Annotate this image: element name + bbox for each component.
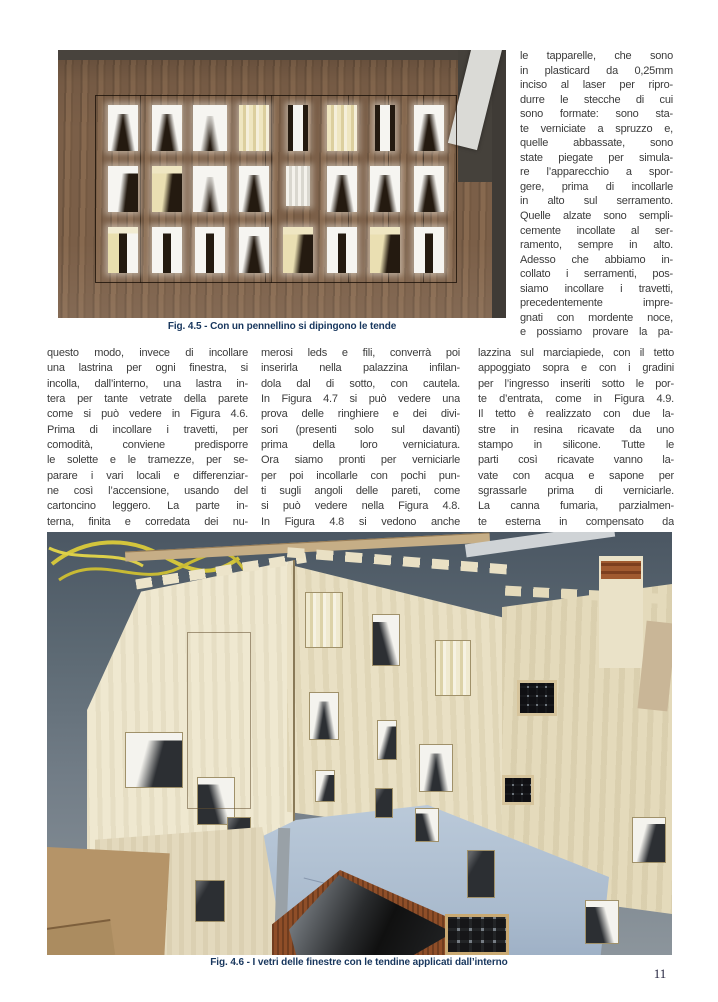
body-column-1	[47, 346, 248, 530]
text-line: vate con acqua e sapone per	[478, 469, 674, 482]
text-line: le solette e le tramezze, per se-	[47, 454, 248, 467]
text-line: le tapparelle, che sono	[520, 50, 673, 62]
painted-curtain-window	[108, 105, 138, 151]
text-line: per poi incollarle con pochi pun-	[261, 469, 460, 482]
text-line: cemente incollate al ser-	[520, 224, 673, 237]
text-line: La canna fumaria, parzialmen-	[478, 500, 674, 513]
fig46-caption: Fig. 4.6 - I vetri delle finestre con le tendine applicati dall’interno	[210, 957, 508, 968]
painted-curtain-window	[414, 166, 444, 212]
painted-curtain-window	[239, 105, 269, 151]
text-line: per l’ingresso inseriti sotto le por-	[478, 377, 674, 390]
text-line: comodità, conviene predisporre	[47, 439, 248, 452]
fig45-caption: Fig. 4.5 - Con un pennellino si dipingono le tende	[167, 321, 397, 332]
text-line: ramento, sempre in alto.	[520, 239, 673, 252]
text-line: collato i serramenti, pos-	[520, 268, 673, 281]
model-window	[419, 744, 453, 792]
text-line: stre in resina ricavate da uno	[478, 423, 674, 436]
text-line: parare i vari locali e differenziar-	[47, 469, 248, 482]
painted-curtain-window	[370, 166, 400, 212]
text-line: te d’entrata, come in Figura 4.9.	[478, 393, 674, 406]
text-line: incolla, dall’interno, una lastra in-	[47, 377, 248, 390]
text-line: inciso al laser per ripro-	[520, 79, 673, 92]
text-line: questo modo, invece di incollare	[47, 347, 248, 359]
model-window	[309, 692, 339, 740]
model-window	[305, 592, 343, 648]
model-window	[377, 720, 397, 760]
text-line: durre le stecche di cui	[520, 93, 673, 106]
model-window	[435, 640, 471, 696]
painted-curtain-window	[327, 166, 357, 212]
model-window	[315, 770, 335, 802]
text-line: parti così ricavate vanno la-	[478, 454, 674, 467]
model-tower	[599, 556, 643, 668]
text-line: prima della loro verniciatura.	[261, 439, 460, 452]
painted-curtain-window	[193, 105, 227, 151]
painted-curtain-window	[195, 227, 225, 273]
fig45-photo-wood-sheet-with-curtains	[58, 50, 506, 318]
painted-curtain-window	[283, 227, 313, 273]
fig45-windows-grid	[95, 95, 457, 283]
text-line: come si può vedere in Figura 4.6.	[47, 408, 248, 421]
fig46-photo-model-building	[47, 532, 672, 955]
text-line: re l’apparecchio a spor-	[520, 166, 673, 179]
text-line: In Figura 4.7 si può vedere una	[261, 393, 460, 406]
photo-dark-edge	[492, 50, 506, 318]
foreground-roof-wedge	[272, 870, 472, 955]
painted-curtain-window	[152, 166, 182, 212]
framed-window	[517, 680, 557, 716]
text-line: sori (presenti solo sul davanti)	[261, 423, 460, 436]
painted-curtain-window	[414, 105, 444, 151]
text-line: sono formate: sono sta-	[520, 108, 673, 121]
painted-curtain-window	[414, 227, 444, 273]
model-window	[375, 788, 393, 818]
painted-curtain-window	[375, 105, 395, 151]
model-window	[372, 614, 400, 666]
painted-curtain-window	[288, 105, 308, 151]
text-line: prova delle ringhiere e dei divi-	[261, 408, 460, 421]
page-number: 11	[653, 966, 667, 981]
painted-curtain-window	[108, 166, 138, 212]
text-line: appoggiato sopra e con i gradini	[478, 362, 674, 375]
painted-curtain-window	[370, 227, 400, 273]
text-line: Prima di incollare i travetti, per	[47, 423, 248, 436]
body-column-3	[478, 346, 674, 530]
model-window	[585, 900, 619, 944]
text-line: gere, prima di incollarle	[520, 180, 673, 193]
text-line: e possiamo provare la pa-	[520, 326, 673, 339]
painted-curtain-window	[152, 105, 182, 151]
window-frame-piece	[445, 914, 509, 955]
etched-door-outline	[187, 632, 251, 809]
text-line: in alto sul serramento.	[520, 195, 673, 208]
photo-background-band	[58, 50, 506, 60]
text-line: precedentemente impre-	[520, 297, 673, 310]
wall-corner-joint	[293, 560, 295, 855]
model-window	[125, 732, 183, 788]
text-line: te esterna in compensato da	[478, 515, 674, 528]
painted-curtain-window	[327, 105, 357, 151]
body-column-2	[261, 346, 460, 530]
tower-brick-cap	[601, 561, 641, 579]
text-line: inserirla nella palazzina infilan-	[261, 362, 460, 375]
text-line: Quelle alzate sono sempli-	[520, 210, 673, 223]
text-line: Il tetto è realizzato con due la-	[478, 408, 674, 421]
text-line: Adesso che abbiamo in-	[520, 253, 673, 266]
text-line: dola dal di sotto, con cautela.	[261, 377, 460, 390]
model-window	[415, 808, 439, 842]
painted-curtain-window	[239, 166, 269, 212]
text-line: stampo in silicone. Tutte le	[478, 439, 674, 452]
painted-curtain-window	[152, 227, 182, 273]
text-line: ti sugli angoli delle pareti, come	[261, 485, 460, 498]
text-line: quelle abbassate, sono	[520, 137, 673, 150]
text-line: siamo incollare i travetti,	[520, 282, 673, 295]
top-right-text-column	[520, 49, 673, 340]
painted-curtain-window	[193, 166, 227, 212]
text-line: tera per tante vetrate della parete	[47, 393, 248, 406]
text-line: si può vedere nella Figura 4.8.	[261, 500, 460, 513]
text-line: una lastrina per ogni finestra, si	[47, 362, 248, 375]
text-line: te verniciate a spruzzo e,	[520, 122, 673, 135]
text-line: lazzina sul marciapiede, con il tetto	[478, 347, 674, 359]
text-line: merosi leds e fili, converrà poi	[261, 347, 460, 359]
text-line: gnati con mordente noce,	[520, 311, 673, 324]
text-line: in plasticard da 0,25mm	[520, 64, 673, 77]
painted-curtain-window	[286, 166, 310, 206]
text-line: sgrassarle prima di verniciarle.	[478, 485, 674, 498]
text-line: cartoncino leggero. La parte in-	[47, 500, 248, 513]
painted-curtain-window	[239, 227, 269, 273]
painted-curtain-window	[108, 227, 138, 273]
text-line: In Figura 4.8 si vedono anche	[261, 515, 460, 528]
text-line: Ora siamo pronti per verniciarle	[261, 454, 460, 467]
framed-window	[502, 775, 534, 805]
text-line: ne così l’accensione, usando del	[47, 485, 248, 498]
model-window	[195, 880, 225, 922]
text-line: terna, finita e corredata dei nu-	[47, 515, 248, 528]
model-window	[632, 817, 666, 863]
painted-curtain-window	[327, 227, 357, 273]
text-line: state piegate per simula-	[520, 151, 673, 164]
